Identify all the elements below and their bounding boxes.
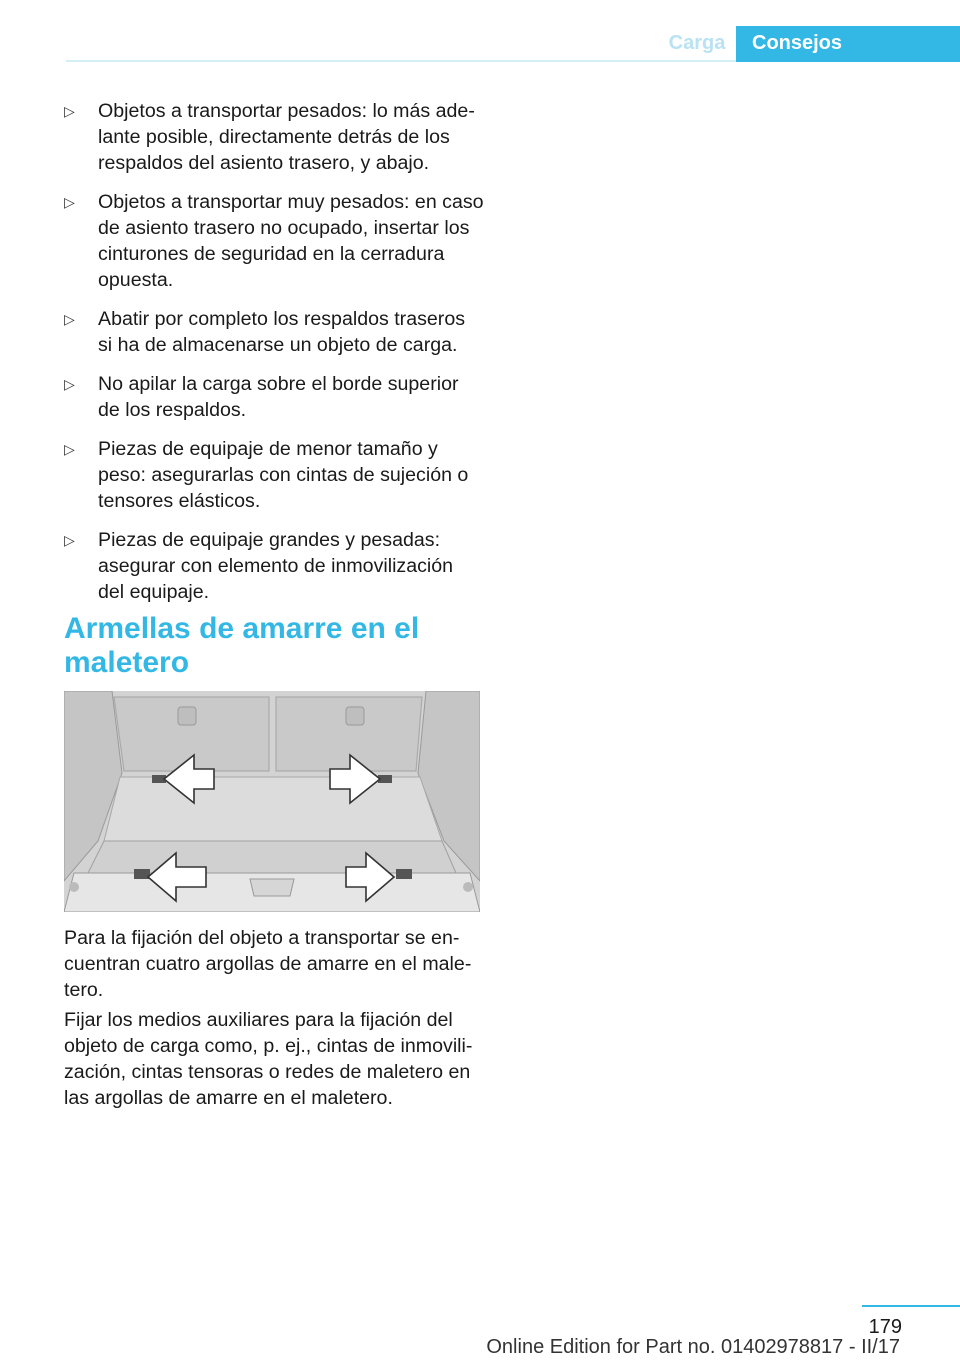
triangle-bullet-icon: ▷: [64, 194, 75, 210]
header-subsection-tab: Consejos: [736, 26, 960, 62]
bullet-text: Objetos a transportar pesados: lo más adelante posible, directamente detrás de los respaldos del asiento trasero, y abajo.: [98, 100, 475, 174]
triangle-bullet-icon: ▷: [64, 311, 75, 327]
page-number: 179: [868, 1316, 902, 1338]
bullet-item: [64, 98, 484, 176]
bullet-item: [64, 436, 484, 514]
triangle-bullet-icon: ▷: [64, 103, 75, 119]
triangle-bullet-icon: ▷: [64, 376, 75, 392]
triangle-bullet-icon: ▷: [64, 441, 75, 457]
paragraph: Para la fijación del objeto a transportar se encuentran cuatro argollas de amarre en el maletero.: [64, 927, 472, 1001]
header-section-label: Carga: [668, 32, 726, 54]
edition-note: Online Edition for Part no. 01402978817 - II/17: [486, 1336, 900, 1358]
bullet-list: [64, 98, 484, 618]
trunk-lashing-eyes-illustration: [64, 691, 480, 912]
triangle-bullet-icon: ▷: [64, 532, 75, 548]
bullet-item: [64, 189, 484, 293]
bullet-text: Objetos a transportar muy pesados: en caso de asiento trasero no ocupado, insertar los cinturones de seguridad en la cerradura opuesta.: [98, 191, 484, 291]
paragraph: Fijar los medios auxiliares para la fijación del objeto de carga como, p. ej., cintas de inmovilización, cintas tensoras o redes de maletero en las argollas de amarre en el maletero.: [64, 1009, 473, 1109]
bullet-item: [64, 306, 484, 358]
bullet-text: Piezas de equipaje grandes y pesadas: asegurar con elemento de inmovilización del equipaje.: [98, 529, 454, 603]
bullet-text: Piezas de equipaje de menor tamaño y peso: asegurarlas con cintas de sujeción o tensores elásticos.: [98, 438, 469, 512]
bullet-item: [64, 527, 484, 605]
bullet-item: [64, 371, 484, 423]
bullet-text: Abatir por completo los respaldos traseros si ha de almacenarse un objeto de carga.: [98, 308, 466, 356]
bullet-text: No apilar la carga sobre el borde superior de los respaldos.: [98, 373, 459, 421]
section-title: Armellas de amarre en el maletero: [64, 612, 420, 679]
footer-rule: [862, 1305, 960, 1307]
